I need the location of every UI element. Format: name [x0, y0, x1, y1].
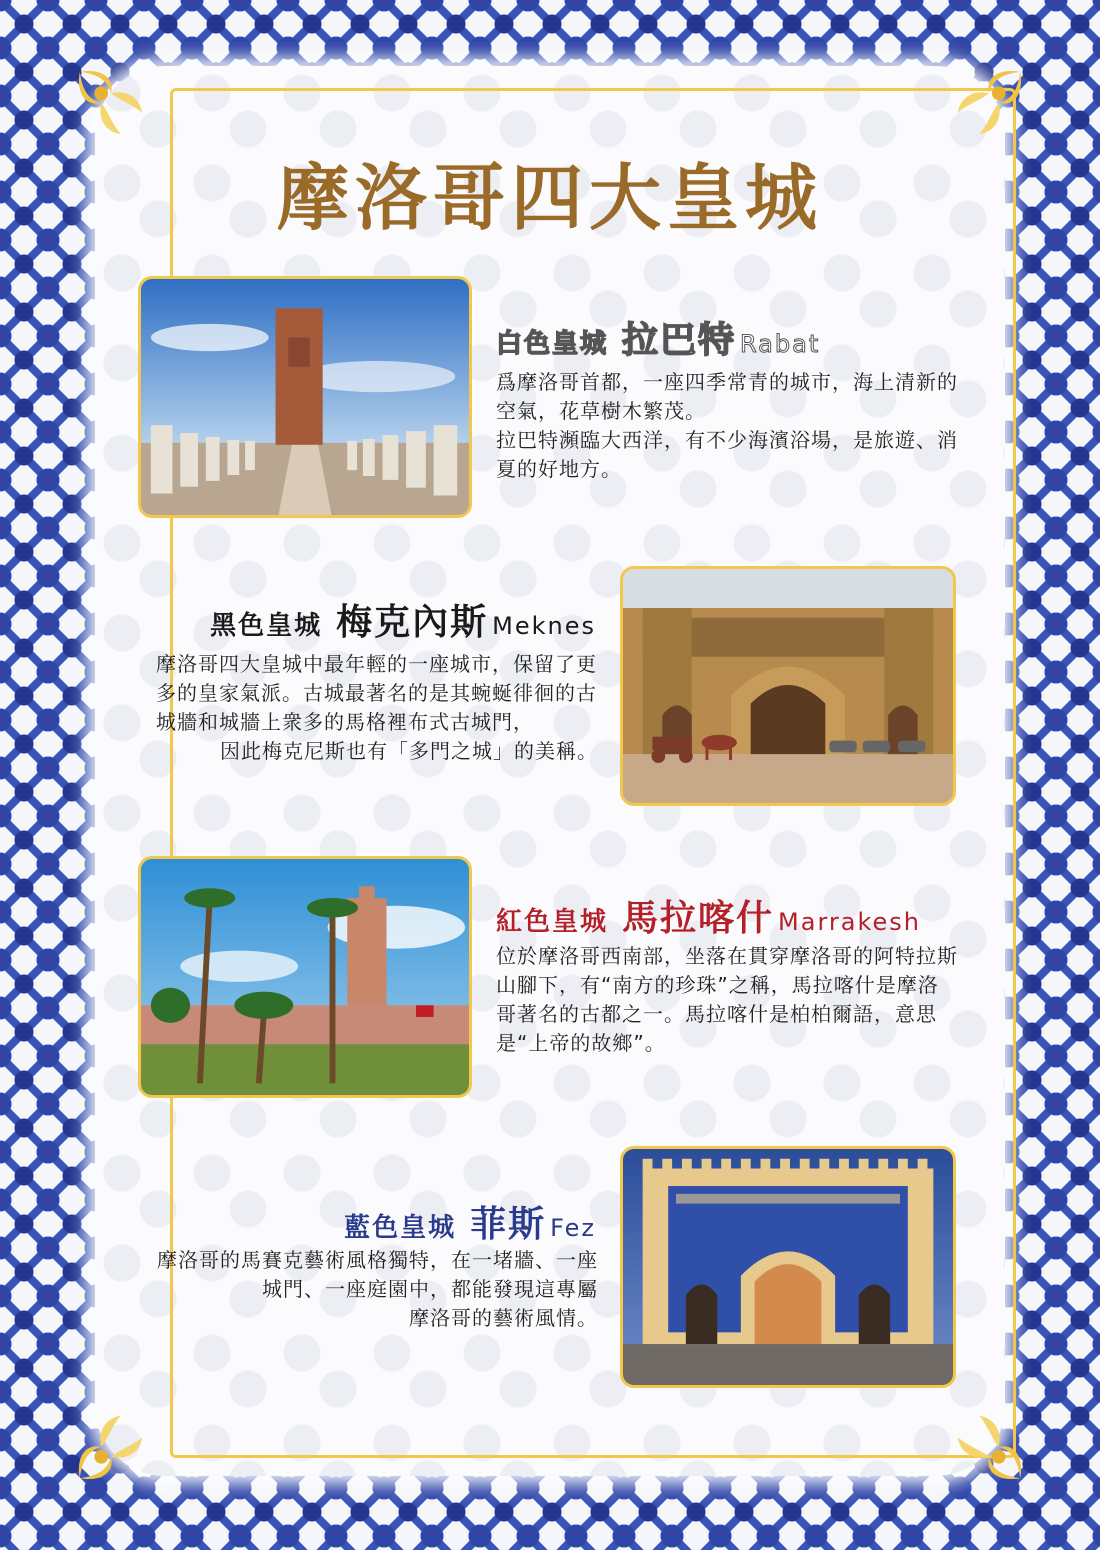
- description-paragraph: 拉巴特瀕臨大西洋，有不少海濱浴場，是旅遊、消夏的好地方。: [496, 428, 958, 481]
- city-heading-rabat: [496, 312, 820, 363]
- city-name: 菲斯: [470, 1204, 547, 1245]
- city-description-fez: [156, 1246, 598, 1333]
- hassan-tower-photo: [138, 276, 472, 518]
- city-prefix: 紅色皇城: [496, 907, 609, 937]
- bab-boujloud-gate-photo: [620, 1146, 956, 1388]
- bab-mansour-gate-photo: [620, 566, 956, 806]
- description-paragraph: 摩洛哥的馬賽克藝術風格獨特，在一堵牆、一座城門、一座庭園中，都能發現這專屬: [157, 1248, 598, 1301]
- city-prefix: 藍色皇城: [344, 1213, 457, 1243]
- corner-ornament-icon: [950, 64, 1028, 142]
- description-paragraph: 摩洛哥四大皇城中最年輕的一座城市，保留了更多的皇家氣派。古城最著名的是其蜿蜒徘徊的古城牆和城牆上衆多的馬格裡布式古城門，: [156, 652, 597, 734]
- page-title: 摩洛哥四大皇城: [276, 156, 823, 240]
- city-prefix: 白色皇城: [496, 329, 609, 359]
- city-name-english: Meknes: [492, 612, 596, 640]
- corner-ornament-icon: [72, 64, 150, 142]
- city-name-english: Fez: [550, 1214, 596, 1242]
- city-heading-marrakesh: [496, 890, 921, 941]
- city-description-rabat: [496, 368, 958, 484]
- city-name-english: Marrakesh: [778, 908, 921, 936]
- city-description-marrakesh: [496, 942, 958, 1058]
- city-heading-meknes: [150, 594, 596, 645]
- city-heading-fez: [150, 1196, 596, 1247]
- city-name: 梅克內斯: [336, 602, 489, 643]
- corner-ornament-icon: [950, 1408, 1028, 1486]
- city-description-meknes: [156, 650, 598, 766]
- description-paragraph: 因此梅克尼斯也有「多門之城」的美稱。: [220, 739, 598, 763]
- corner-ornament-icon: [72, 1408, 150, 1486]
- city-name: 馬拉喀什: [622, 898, 775, 939]
- description-paragraph: 位於摩洛哥西南部，坐落在貫穿摩洛哥的阿特拉斯山腳下，有“南方的珍珠”之稱，馬拉喀什是摩洛哥著名的古都之一。馬拉喀什是柏柏爾語，意思是“上帝的故鄉”。: [496, 944, 958, 1055]
- koutoubia-mosque-photo: [138, 856, 472, 1098]
- description-paragraph: 摩洛哥的藝術風情。: [409, 1306, 598, 1330]
- city-name-english: Rabat: [740, 330, 821, 358]
- description-paragraph: 爲摩洛哥首都，一座四季常青的城市，海上清新的空氣，花草樹木繁茂。: [496, 370, 958, 423]
- city-name: 拉巴特: [622, 320, 737, 361]
- city-prefix: 黑色皇城: [210, 611, 323, 641]
